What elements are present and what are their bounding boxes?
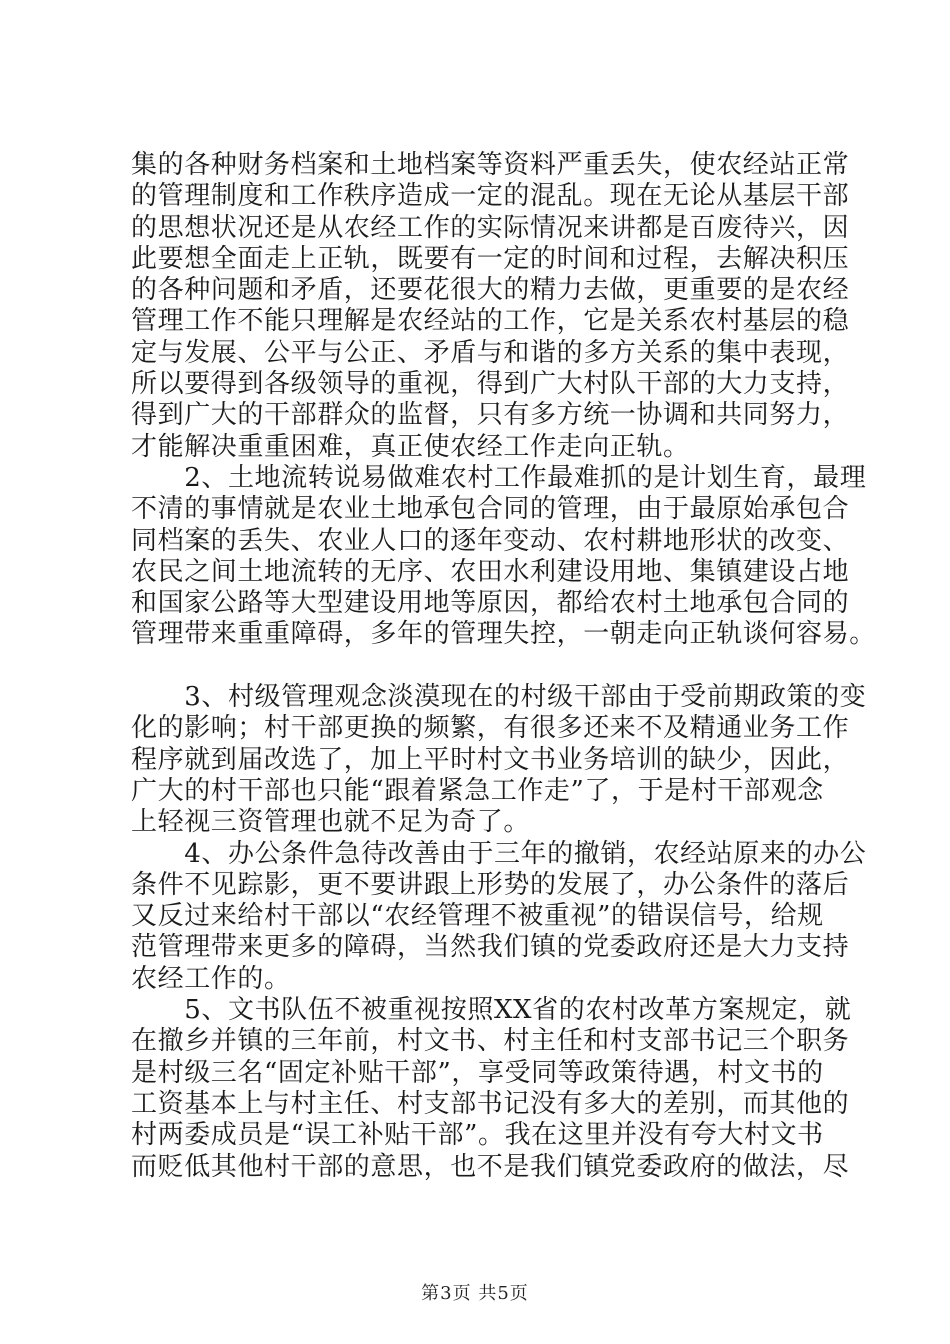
text-line: 程序就到届改选了，加上平时村文书业务培训的缺少，因此， bbox=[131, 744, 850, 775]
text-line: 广大的村干部也只能“跟着紧急工作走”了，于是村干部观念 bbox=[131, 775, 824, 806]
text-line: 是村级三名“固定补贴干部”，享受同等政策待遇，村文书的 bbox=[131, 1057, 824, 1088]
text-line: 集的各种财务档案和土地档案等资料严重丢失，使农经站正常 bbox=[131, 150, 850, 180]
text-line: 化的影响；村干部更换的频繁，有很多还来不及精通业务工作 bbox=[131, 713, 850, 744]
text-line: 2、土地流转说易做难农村工作最难抓的是计划生育，最理 bbox=[131, 462, 867, 493]
text-line: 又反过来给村干部以“农经管理不被重视”的错误信号，给规 bbox=[131, 901, 824, 932]
text-line: 而贬低其他村干部的意思，也不是我们镇党委政府的做法，尽 bbox=[131, 1151, 850, 1182]
text-line: 工资基本上与村主任、村支部书记没有多大的差别，而其他的 bbox=[131, 1088, 850, 1119]
blank-line bbox=[131, 651, 847, 682]
text-line: 3、村级管理观念淡漠现在的村级干部由于受前期政策的变 bbox=[131, 682, 867, 713]
text-line: 4、办公条件急待改善由于三年的撤销，农经站原来的办公 bbox=[131, 838, 867, 869]
text-line: 不清的事情就是农业土地承包合同的管理，由于最原始承包合 bbox=[131, 494, 850, 525]
text-line: 的各种问题和矛盾，还要花很大的精力去做，更重要的是农经 bbox=[131, 275, 850, 306]
text-line: 在撤乡并镇的三年前，村文书、村主任和村支部书记三个职务 bbox=[131, 1026, 850, 1057]
text-line: 农民之间土地流转的无序、农田水利建设用地、集镇建设占地 bbox=[131, 556, 850, 587]
text-line: 此要想全面走上正轨，既要有一定的时间和过程，去解决积压 bbox=[131, 243, 850, 274]
text-line: 管理带来重重障碍，多年的管理失控，一朝走向正轨谈何容易。 bbox=[131, 619, 876, 650]
text-line: 所以要得到各级领导的重视，得到广大村队干部的大力支持， bbox=[131, 369, 850, 400]
text-line: 的思想状况还是从农经工作的实际情况来讲都是百废待兴，因 bbox=[131, 212, 850, 243]
text-line: 村两委成员是“误工补贴干部”。我在这里并没有夸大村文书 bbox=[131, 1120, 824, 1151]
text-line: 管理工作不能只理解是农经站的工作，它是关系农村基层的稳 bbox=[131, 306, 850, 337]
text-line: 农经工作的。 bbox=[131, 963, 291, 994]
text-line: 范管理带来更多的障碍，当然我们镇的党委政府还是大力支持 bbox=[131, 932, 850, 963]
text-line: 和国家公路等大型建设用地等原因，都给农村土地承包合同的 bbox=[131, 588, 850, 619]
body-text bbox=[131, 150, 876, 1183]
text-line: 同档案的丢失、农业人口的逐年变动、农村耕地形状的改变、 bbox=[131, 525, 850, 556]
text-line: 条件不见踪影，更不要讲跟上形势的发展了，办公条件的落后 bbox=[131, 869, 850, 900]
text-line: 上轻视三资管理也就不足为奇了。 bbox=[131, 807, 531, 838]
text-line: 得到广大的干部群众的监督，只有多方统一协调和共同努力， bbox=[131, 400, 850, 431]
text-line: 才能解决重重困难，真正使农经工作走向正轨。 bbox=[131, 431, 690, 462]
text-line: 定与发展、公平与公正、矛盾与和谐的多方关系的集中表现， bbox=[131, 337, 850, 368]
text-line: 5、文书队伍不被重视按照XX省的农村改革方案规定，就 bbox=[131, 995, 852, 1026]
page-number: 第3页 共5页 bbox=[421, 1283, 529, 1304]
text-line: 的管理制度和工作秩序造成一定的混乱。现在无论从基层干部 bbox=[131, 181, 850, 212]
